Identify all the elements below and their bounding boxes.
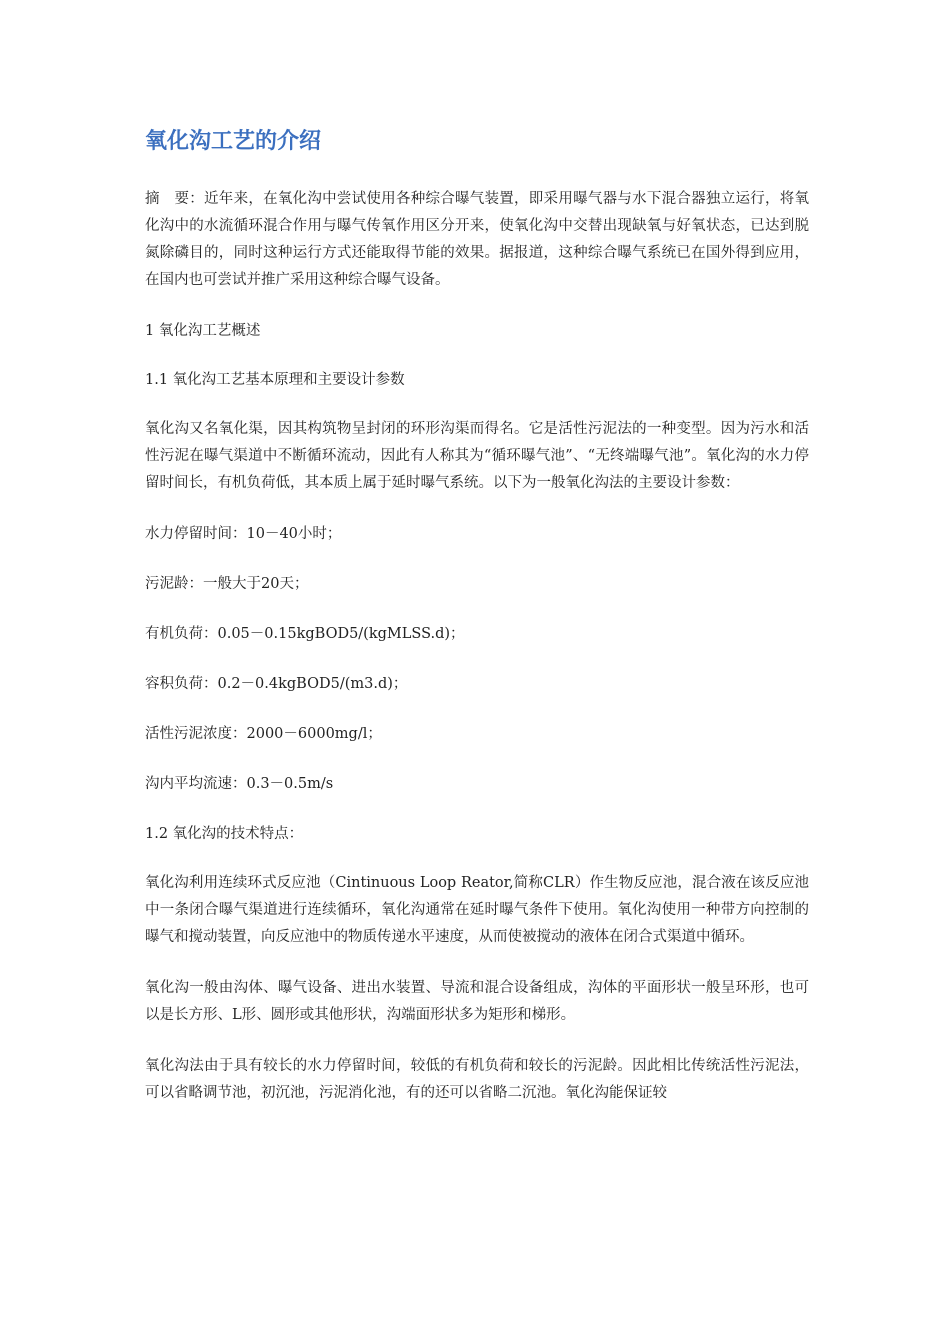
section-heading-1-1: 1.1 氧化沟工艺基本原理和主要设计参数 — [145, 372, 405, 388]
param-flow-velocity: 沟内平均流速：0.3－0.5m/s — [145, 776, 334, 792]
paragraph-components: 氧化沟一般由沟体、曝气设备、进出水装置、导流和混合设备组成，沟体的平面形状一般呈环形，也可以是长方形、L形、圆形或其他形状，沟端面形状多为矩形和梯形。 — [145, 980, 809, 1023]
param-sludge-age: 污泥龄：一般大于20天； — [145, 576, 309, 592]
param-volume-load: 容积负荷：0.2－0.4kgBOD5/(m3.d)； — [145, 676, 408, 692]
paragraph-advantages: 氧化沟法由于具有较长的水力停留时间，较低的有机负荷和较长的污泥龄。因此相比传统活性污泥法，可以省略调节池，初沉池，污泥消化池，有的还可以省略二沉池。氧化沟能保证较 — [145, 1058, 809, 1101]
section-heading-1-2: 1.2 氧化沟的技术特点： — [145, 826, 304, 842]
param-sludge-concentration: 活性污泥浓度：2000－6000mg/l； — [145, 726, 382, 742]
paragraph-oxidation-ditch-definition: 氧化沟又名氧化渠，因其构筑物呈封闭的环形沟渠而得名。它是活性污泥法的一种变型。因为污水和活性污泥在曝气渠道中不断循环流动，因此有人称其为“循环曝气池”、“无终端曝气池”。氧化沟的水力停留时间长，有机负荷低，其本质上属于延时曝气系统。以下为一般氧化沟法的主要设计参数： — [145, 421, 809, 491]
abstract-paragraph: 摘 要：近年来，在氧化沟中尝试使用各种综合曝气装置，即采用曝气器与水下混合器独立运行，将氧化沟中的水流循环混合作用与曝气传氧作用区分开来，使氧化沟中交替出现缺氧与好氧状态，已达到脱氮除磷目的，同时这种运行方式还能取得节能的效果。据报道，这种综合曝气系统已在国外得到应用，在国内也可尝试并推广采用这种综合曝气设备。 — [145, 191, 809, 288]
param-organic-load: 有机负荷：0.05－0.15kgBOD5/(kgMLSS.d)； — [145, 626, 465, 642]
document-body — [145, 126, 809, 1131]
param-hydraulic-retention: 水力停留时间：10－40小时； — [145, 526, 342, 542]
section-heading-1: 1 氧化沟工艺概述 — [145, 323, 261, 339]
paragraph-clr: 氧化沟利用连续环式反应池（Cintinuous Loop Reator,简称CLR）作生物反应池，混合液在该反应池中一条闭合曝气渠道进行连续循环，氧化沟通常在延时曝气条件下使用。氧化沟使用一种带方向控制的曝气和搅动装置，向反应池中的物质传递水平速度，从而使被搅动的液体在闭合式渠道中循环。 — [145, 875, 809, 945]
document-title: 氧化沟工艺的介绍 — [145, 129, 322, 154]
